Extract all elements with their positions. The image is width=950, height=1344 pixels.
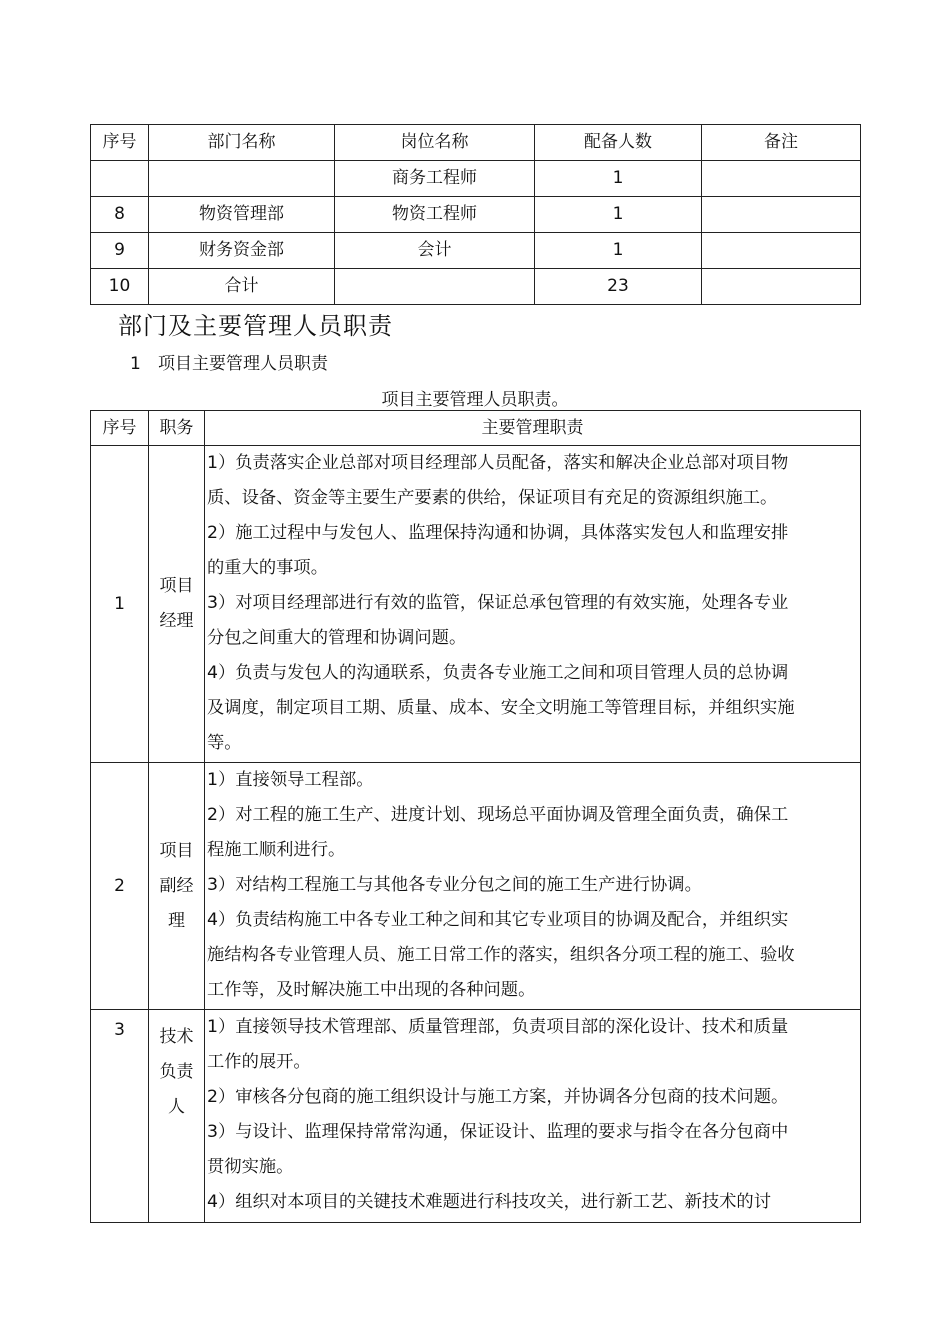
sub-heading-number: 1	[130, 354, 141, 374]
header-duties: 主要管理职责	[205, 411, 861, 446]
duty-line: 及调度，制定项目工期、质量、成本、安全文明施工等管理目标，并组织实施	[207, 698, 795, 718]
duty-line: 工作等，及时解决施工中出现的各种问题。	[207, 980, 536, 1000]
cell-role	[149, 763, 205, 1010]
table-row	[91, 1010, 861, 1223]
role-line: 技术	[159, 1027, 194, 1047]
duty-line: 4）负责结构施工中各专业工种之间和其它专业项目的协调及配合，并组织实	[207, 910, 789, 930]
role-line: 经理	[159, 611, 194, 631]
duty-line: 1）直接领导工程部。	[207, 770, 374, 790]
duty-line: 程施工顺利进行。	[207, 840, 346, 860]
role-line: 人	[168, 1097, 185, 1117]
header-seq: 序号	[91, 411, 149, 446]
cell-headcount: 23	[535, 269, 702, 305]
table-row	[91, 197, 861, 233]
sub-heading-text: 项目主要管理人员职责	[158, 354, 328, 374]
cell-duties	[205, 763, 861, 1010]
cell-headcount: 1	[535, 161, 702, 197]
cell-position: 物资工程师	[335, 197, 535, 233]
header-remarks: 备注	[702, 125, 861, 161]
duty-line: 2）施工过程中与发包人、监理保持沟通和协调，具体落实发包人和监理安排	[207, 523, 789, 543]
cell-seq: 3	[91, 1010, 149, 1223]
header-headcount: 配备人数	[535, 125, 702, 161]
table-header-row	[91, 125, 861, 161]
header-seq: 序号	[91, 125, 149, 161]
duty-line: 1）直接领导技术管理部、质量管理部，负责项目部的深化设计、技术和质量	[207, 1017, 789, 1037]
role-line: 项目	[159, 840, 194, 861]
table-row	[91, 446, 861, 763]
cell-remarks	[702, 233, 861, 269]
cell-seq: 1	[91, 446, 149, 763]
cell-position: 会计	[335, 233, 535, 269]
cell-duties	[205, 446, 861, 763]
section-title: 部门及主要管理人员职责	[118, 312, 393, 340]
header-department: 部门名称	[149, 125, 335, 161]
cell-department: 合计	[149, 269, 335, 305]
duty-line: 4）组织对本项目的关键技术难题进行科技攻关，进行新工艺、新技术的讨	[207, 1192, 771, 1212]
cell-role	[149, 1010, 205, 1223]
duty-line: 的重大的事项。	[207, 558, 328, 578]
cell-seq: 9	[91, 233, 149, 269]
cell-seq: 10	[91, 269, 149, 305]
sub-heading	[130, 349, 328, 374]
cell-seq: 2	[91, 763, 149, 1010]
cell-position: 商务工程师	[335, 161, 535, 197]
staff-allocation-table	[90, 124, 861, 305]
cell-duties	[205, 1010, 861, 1223]
cell-remarks	[702, 161, 861, 197]
duty-line: 质、设备、资金等主要生产要素的供给，保证项目有充足的资源组织施工。	[207, 488, 778, 508]
role-line: 理	[168, 910, 185, 931]
duty-line: 1）负责落实企业总部对项目经理部人员配备，落实和解决企业总部对项目物	[207, 453, 789, 473]
cell-department	[149, 161, 335, 197]
cell-remarks	[702, 197, 861, 233]
duty-line: 等。	[207, 733, 242, 753]
cell-seq: 8	[91, 197, 149, 233]
responsibilities-table	[90, 410, 861, 1223]
cell-position	[335, 269, 535, 305]
duty-line: 施结构各专业管理人员、施工日常工作的落实，组织各分项工程的施工、验收	[207, 945, 795, 965]
table-caption: 项目主要管理人员职责。	[381, 390, 569, 410]
cell-department: 财务资金部	[149, 233, 335, 269]
role-line: 副经	[159, 875, 194, 896]
table-row	[91, 763, 861, 1010]
cell-headcount: 1	[535, 197, 702, 233]
role-line: 项目	[159, 576, 194, 596]
duty-line: 工作的展开。	[207, 1052, 311, 1072]
duty-line: 4）负责与发包人的沟通联系，负责各专业施工之间和项目管理人员的总协调	[207, 663, 789, 683]
duty-line: 贯彻实施。	[207, 1157, 294, 1177]
header-position: 岗位名称	[335, 125, 535, 161]
duty-line: 分包之间重大的管理和协调问题。	[207, 628, 467, 648]
table-total-row	[91, 269, 861, 305]
duty-line: 3）对结构工程施工与其他各专业分包之间的施工生产进行协调。	[207, 875, 702, 895]
role-line: 负责	[159, 1062, 194, 1082]
header-role: 职务	[149, 411, 205, 446]
duty-line: 3）与设计、监理保持常常沟通，保证设计、监理的要求与指令在各分包商中	[207, 1122, 789, 1142]
cell-remarks	[702, 269, 861, 305]
duty-line: 2）对工程的施工生产、进度计划、现场总平面协调及管理全面负责，确保工	[207, 805, 789, 825]
table-header-row	[91, 411, 861, 446]
duty-line: 2）审核各分包商的施工组织设计与施工方案，并协调各分包商的技术问题。	[207, 1087, 789, 1107]
table-row	[91, 161, 861, 197]
table-row	[91, 233, 861, 269]
duty-line: 3）对项目经理部进行有效的监管，保证总承包管理的有效实施，处理各专业	[207, 593, 789, 613]
cell-seq	[91, 161, 149, 197]
cell-role	[149, 446, 205, 763]
cell-department: 物资管理部	[149, 197, 335, 233]
cell-headcount: 1	[535, 233, 702, 269]
